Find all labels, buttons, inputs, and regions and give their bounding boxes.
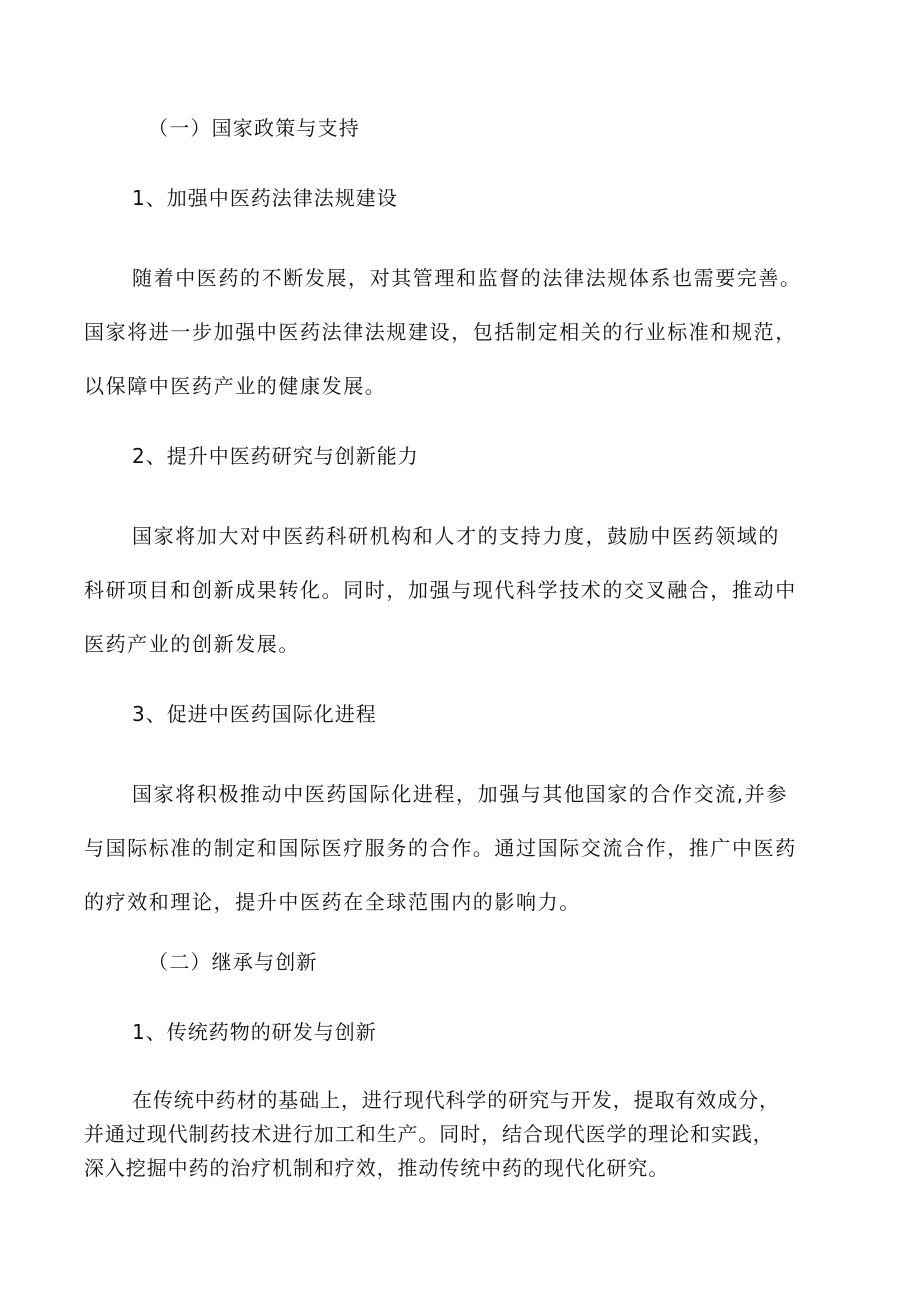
paragraph-law-line-3: 以保障中医药产业的健康发展。: [84, 374, 387, 398]
paragraph-international-line-3: 的疗效和理论，提升中医药在全球范围内的影响力。: [84, 890, 581, 914]
paragraph-international-line-2: 与国际标准的制定和国际医疗服务的合作。通过国际交流合作，推广中医药: [84, 836, 797, 860]
section-heading-inheritance: （二）继承与创新: [148, 950, 318, 974]
paragraph-law-line-1: 随着中医药的不断发展，对其管理和监督的法律法规体系也需要完善。: [132, 266, 802, 290]
paragraph-traditional-line-2: 并通过现代制药技术进行加工和生产。同时，结合现代医学的理论和实践，: [84, 1122, 774, 1146]
subheading-internationalization: 3、促进中医药国际化进程: [132, 702, 377, 726]
paragraph-research-line-1: 国家将加大对中医药科研机构和人才的支持力度，鼓励中医药领域的: [132, 524, 780, 548]
paragraph-traditional-line-1: 在传统中药材的基础上，进行现代科学的研究与开发，提取有效成分，: [132, 1088, 780, 1112]
subheading-law-building: 1、加强中医药法律法规建设: [132, 186, 398, 210]
paragraph-research-line-2: 科研项目和创新成果转化。同时，加强与现代科学技术的交叉融合，推动中: [84, 578, 797, 602]
paragraph-traditional-line-3: 深入挖掘中药的治疗机制和疗效，推动传统中药的现代化研究。: [84, 1156, 670, 1180]
section-heading-policy: （一）国家政策与支持: [148, 116, 360, 140]
paragraph-international-line-1: 国家将积极推动中医药国际化进程，加强与其他国家的合作交流,并参: [132, 782, 788, 806]
subheading-traditional-drugs: 1、传统药物的研发与创新: [132, 1020, 377, 1044]
paragraph-research-line-3: 医药产业的创新发展。: [84, 632, 300, 656]
paragraph-law-line-2: 国家将进一步加强中医药法律法规建设，包括制定相关的行业标准和规范，: [84, 320, 797, 344]
subheading-research-innovation: 2、提升中医药研究与创新能力: [132, 444, 419, 468]
